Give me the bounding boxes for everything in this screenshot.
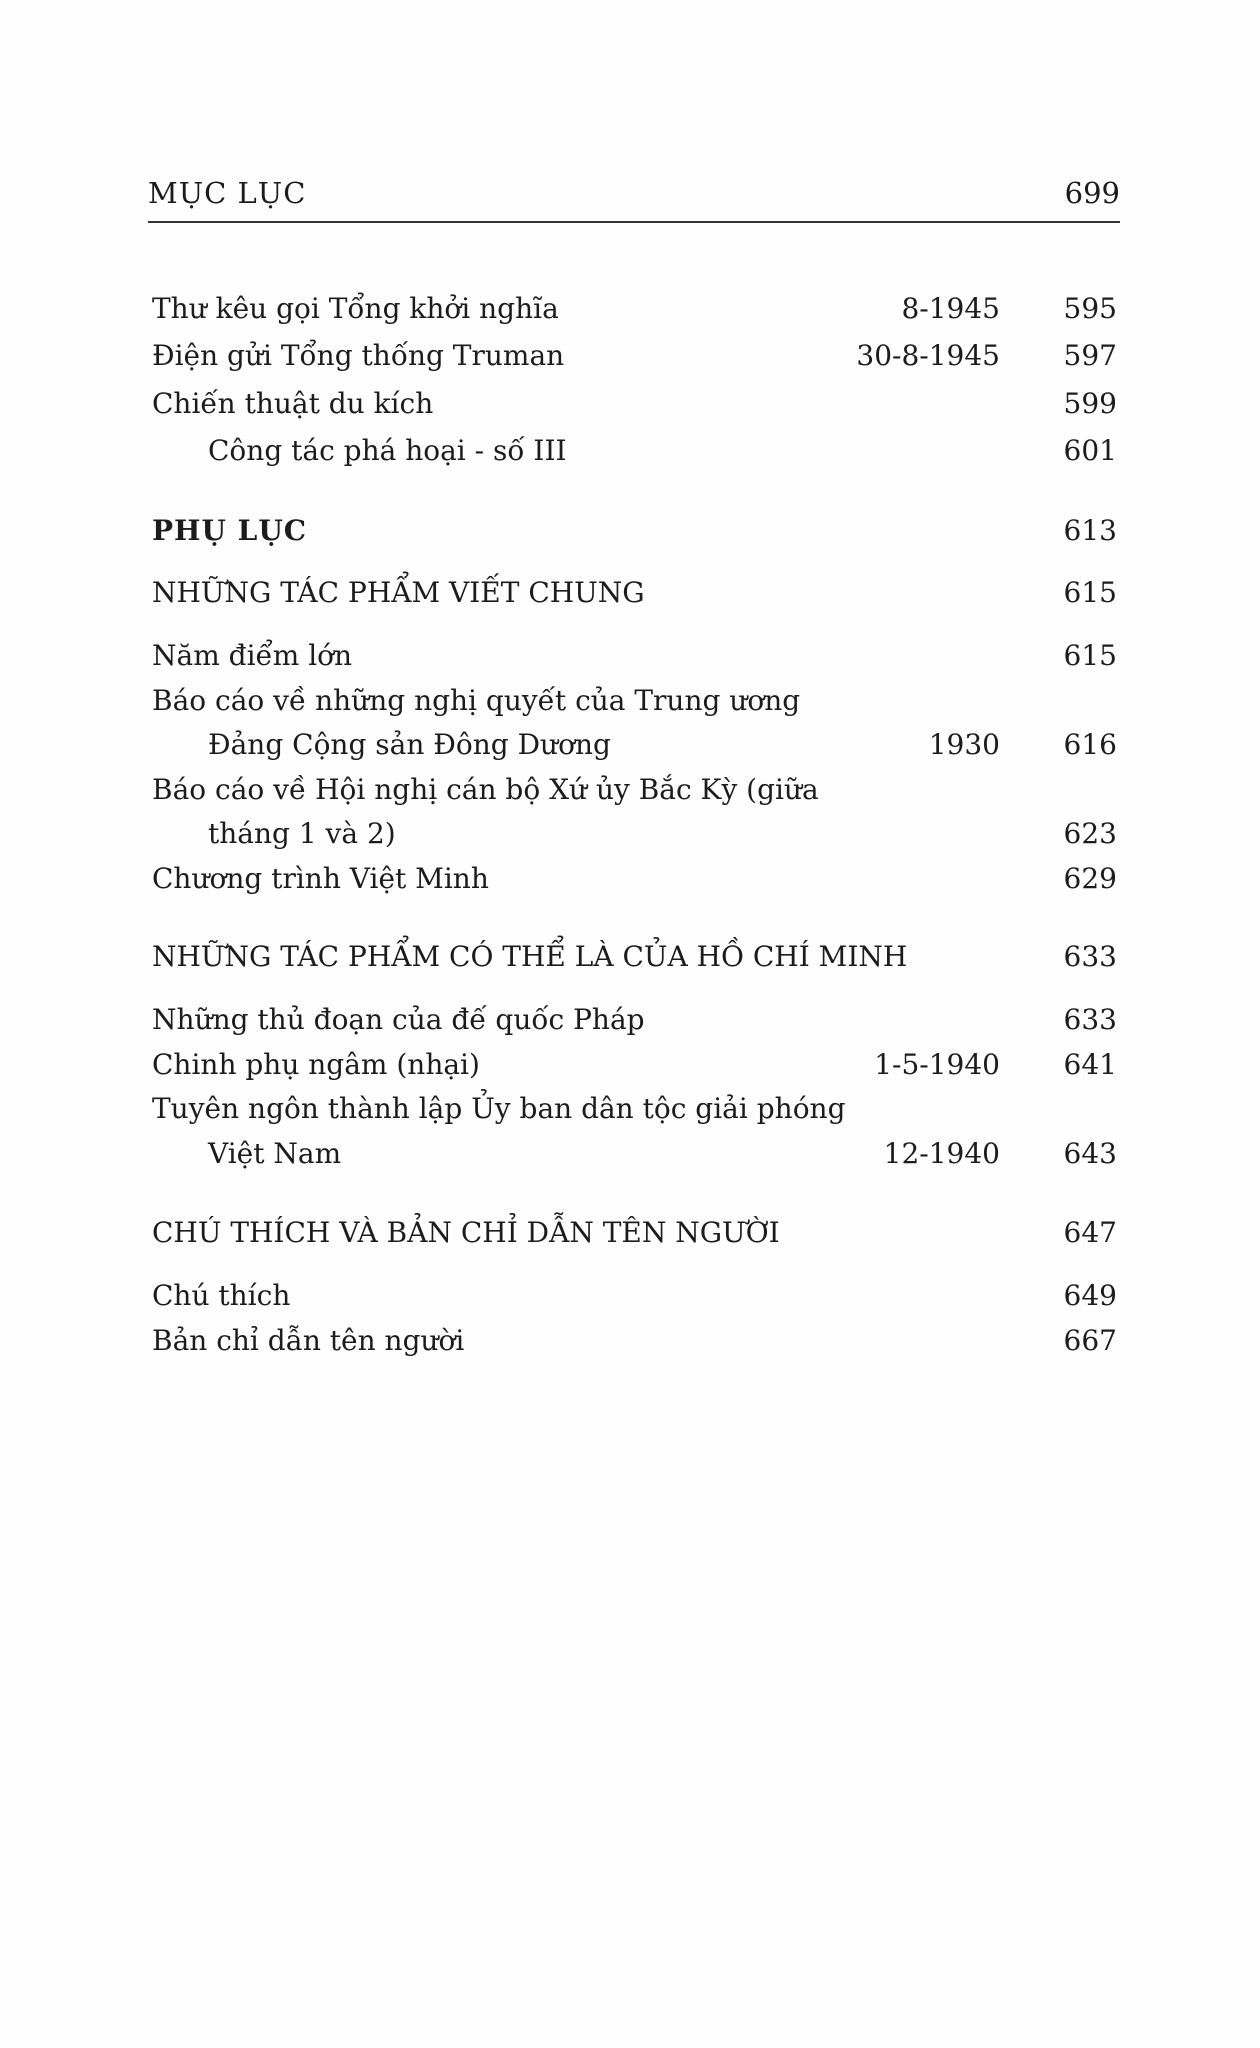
- entry-title: Việt Nam: [208, 1137, 342, 1170]
- toc-entry: [0, 385, 1260, 423]
- section-heading: [0, 938, 1260, 976]
- section-title: CHÚ THÍCH VÀ BẢN CHỈ DẪN TÊN NGƯỜI: [152, 1216, 780, 1249]
- section-title: NHỮNG TÁC PHẨM VIẾT CHUNG: [152, 576, 645, 609]
- entry-title: Năm điểm lớn: [152, 639, 353, 672]
- entry-date: 8-1945: [901, 292, 1000, 325]
- section-heading: [0, 1214, 1260, 1252]
- section-title: NHỮNG TÁC PHẨM CÓ THỂ LÀ CỦA HỒ CHÍ MINH: [152, 940, 908, 973]
- entry-title: Báo cáo về Hội nghị cán bộ Xứ ủy Bắc Kỳ (giữa: [152, 773, 819, 806]
- entry-title: Công tác phá hoại - số III: [208, 434, 567, 467]
- entry-page: 643: [1063, 1137, 1117, 1170]
- toc-entry: [0, 860, 1260, 898]
- entry-title: Đảng Cộng sản Đông Dương: [208, 728, 611, 761]
- toc-entry: [0, 1001, 1260, 1039]
- entry-page: 616: [1063, 728, 1117, 761]
- section-page: 613: [1063, 514, 1117, 547]
- toc-entry: [0, 337, 1260, 375]
- toc-entry: [0, 1135, 1260, 1173]
- section-heading: [0, 574, 1260, 612]
- entry-date: 1-5-1940: [874, 1048, 1000, 1081]
- toc-entry: [0, 637, 1260, 675]
- entry-title: Báo cáo về những nghị quyết của Trung ương: [152, 684, 801, 717]
- entry-page: 623: [1063, 817, 1117, 850]
- entry-date: 12-1940: [883, 1137, 1000, 1170]
- toc-entry: [0, 1046, 1260, 1084]
- page-number: 699: [1064, 176, 1120, 210]
- entry-title: Điện gửi Tổng thống Truman: [152, 339, 565, 372]
- toc-entry: [0, 815, 1260, 853]
- toc-entry: [0, 1090, 1260, 1128]
- entry-page: 615: [1063, 639, 1117, 672]
- section-heading: [0, 512, 1260, 550]
- entry-page: 597: [1063, 339, 1117, 372]
- running-title: MỤC LỤC: [148, 176, 307, 210]
- entry-title: Chú thích: [152, 1279, 291, 1312]
- entry-title: Bản chỉ dẫn tên người: [152, 1324, 465, 1357]
- entry-title: Thư kêu gọi Tổng khởi nghĩa: [152, 292, 559, 325]
- entry-page: 633: [1063, 1003, 1117, 1036]
- entry-page: 599: [1063, 387, 1117, 420]
- toc-entry: [0, 290, 1260, 328]
- entry-page: 649: [1063, 1279, 1117, 1312]
- entry-page: 601: [1063, 434, 1117, 467]
- toc-entry: [0, 432, 1260, 470]
- entry-page: 641: [1063, 1048, 1117, 1081]
- toc-entry: [0, 771, 1260, 809]
- section-page: 615: [1063, 576, 1117, 609]
- entry-page: 595: [1063, 292, 1117, 325]
- toc-entry: [0, 682, 1260, 720]
- entry-title: Tuyên ngôn thành lập Ủy ban dân tộc giải phóng: [152, 1092, 846, 1125]
- section-page: 647: [1063, 1216, 1117, 1249]
- toc-entry: [0, 1277, 1260, 1315]
- entry-page: 629: [1063, 862, 1117, 895]
- entry-page: 667: [1063, 1324, 1117, 1357]
- entry-title: Những thủ đoạn của đế quốc Pháp: [152, 1003, 645, 1036]
- section-page: 633: [1063, 940, 1117, 973]
- entry-date: 1930: [928, 728, 1000, 761]
- toc-entry: [0, 726, 1260, 764]
- toc-entry: [0, 1322, 1260, 1360]
- entry-title: Chương trình Việt Minh: [152, 862, 489, 895]
- section-title: PHỤ LỤC: [152, 514, 308, 547]
- entry-title: Chinh phụ ngâm (nhại): [152, 1048, 480, 1081]
- entry-title: tháng 1 và 2): [208, 817, 396, 850]
- entry-title: Chiến thuật du kích: [152, 387, 434, 420]
- entry-date: 30-8-1945: [856, 339, 1000, 372]
